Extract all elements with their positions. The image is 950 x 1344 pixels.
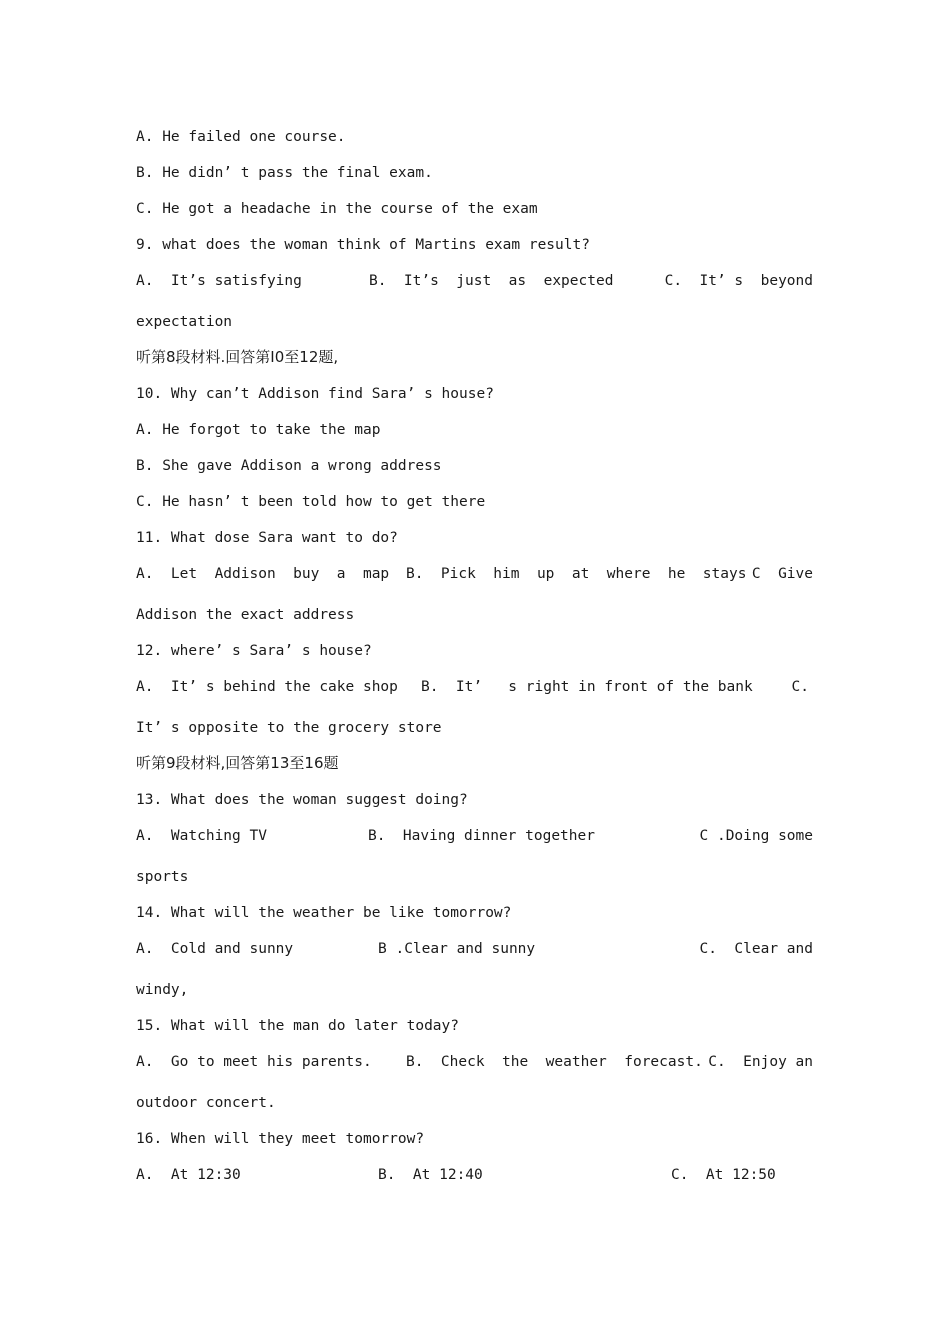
q15-option-c-cont: outdoor concert. — [136, 1095, 276, 1111]
q9-options-row — [136, 271, 813, 291]
q12-option-a: A. It’ s behind the cake shop — [136, 679, 398, 695]
q12-option-c-cont: It’ s opposite to the grocery store — [136, 720, 442, 736]
q9-option-b: B. It’s just as expected — [369, 273, 614, 289]
q12-options-row — [136, 677, 813, 697]
q15-options-row — [136, 1052, 813, 1072]
q14-option-c-cont: windy, — [136, 982, 189, 998]
q10-option-b: B. She gave Addison a wrong address — [136, 458, 442, 474]
q9-option-c-cont: expectation — [136, 314, 233, 330]
q15-question: 15. What will the man do later today? — [136, 1018, 460, 1034]
q13-option-a: A. Watching TV — [136, 828, 267, 844]
q12-option-b: B. It’ s right in front of the bank — [421, 679, 753, 695]
q14-options-row — [136, 939, 813, 959]
q10-option-c: C. He hasn’ t been told how to get there — [136, 494, 486, 510]
q14-option-c: C. Clear and — [699, 941, 813, 957]
q10-option-a: A. He forgot to take the map — [136, 422, 381, 438]
q8-option-a: A. He failed one course. — [136, 129, 346, 145]
q11-option-a: A. Let Addison buy a map — [136, 566, 390, 582]
q9-option-a: A. It’s satisfying — [136, 273, 302, 289]
q13-option-c-cont: sports — [136, 869, 189, 885]
q11-option-b: B. Pick him up at where he stays — [406, 566, 747, 582]
q12-question: 12. where’ s Sara’ s house? — [136, 643, 372, 659]
q16-option-a: A. At 12:30 — [136, 1167, 241, 1183]
q15-option-c: C. Enjoy an — [708, 1054, 813, 1070]
section-9-instruction: 听第9段材料,回答第13至16题 — [136, 754, 339, 772]
q8-option-b: B. He didn’ t pass the final exam. — [136, 165, 433, 181]
q16-option-c: C. At 12:50 — [671, 1167, 776, 1183]
q13-options-row — [136, 826, 813, 846]
q11-option-c: C Give — [751, 566, 813, 582]
q16-options-row — [136, 1165, 813, 1185]
q9-option-c: C. It’ s beyond — [664, 273, 813, 289]
q14-question: 14. What will the weather be like tomorrow? — [136, 905, 512, 921]
q13-option-b: B. Having dinner together — [368, 828, 595, 844]
q11-option-c-cont: Addison the exact address — [136, 607, 355, 623]
q14-option-a: A. Cold and sunny — [136, 941, 294, 957]
q12-option-c: C. — [791, 679, 809, 695]
section-8-instruction: 听第8段材料.回答第I0至12题, — [136, 348, 339, 366]
q13-question: 13. What does the woman suggest doing? — [136, 792, 468, 808]
q14-option-b: B .Clear and sunny — [378, 941, 536, 957]
q13-option-c: C .Doing some — [699, 828, 813, 844]
q15-option-b: B. Check the weather forecast. — [406, 1054, 703, 1070]
q16-option-b: B. At 12:40 — [378, 1167, 483, 1183]
q11-question: 11. What dose Sara want to do? — [136, 530, 398, 546]
q10-question: 10. Why can’t Addison find Sara’ s house? — [136, 386, 494, 402]
q9-question: 9. what does the woman think of Martins exam result? — [136, 237, 590, 253]
q11-options-row — [136, 564, 813, 584]
q15-option-a: A. Go to meet his parents. — [136, 1054, 372, 1070]
q8-option-c: C. He got a headache in the course of the exam — [136, 201, 538, 217]
q16-question: 16. When will they meet tomorrow? — [136, 1131, 425, 1147]
